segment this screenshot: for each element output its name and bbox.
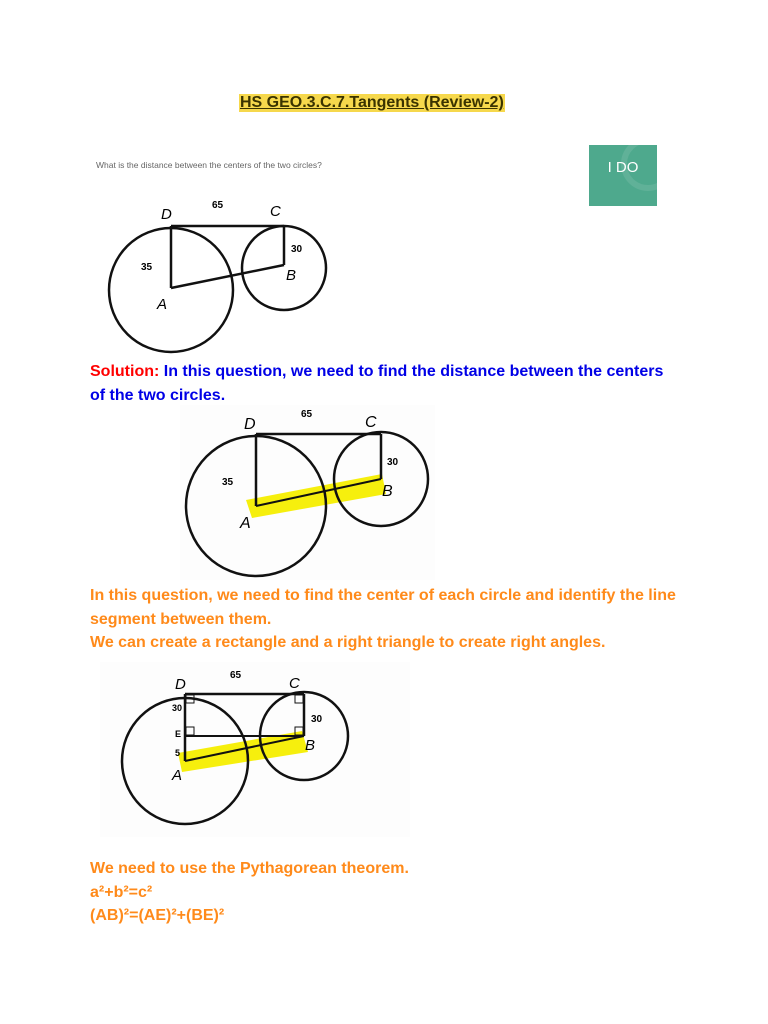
- label-a: A: [157, 296, 168, 313]
- label-e: E: [175, 729, 182, 739]
- explanation-paragraph: [90, 584, 680, 655]
- label-30-right: 30: [311, 714, 323, 725]
- label-d: D: [244, 416, 256, 433]
- figure-2-highlighted: [180, 405, 440, 580]
- label-5: 5: [175, 748, 181, 758]
- label-b: B: [382, 483, 393, 500]
- label-30: 30: [291, 244, 303, 255]
- label-b: B: [305, 737, 316, 754]
- label-d: D: [161, 206, 172, 223]
- solution-label: Solution:: [90, 363, 160, 380]
- solution-paragraph: [90, 360, 670, 407]
- explanation-line-2: We can create a rectangle and a right triangle to create right angles.: [90, 634, 606, 651]
- label-30-left: 30: [172, 703, 183, 713]
- pythagorean-formula: a²+b²=c²: [90, 883, 153, 901]
- segment-ab: [171, 265, 284, 288]
- label-d: D: [175, 676, 186, 693]
- pythagorean-application: (AB)²=(AE)²+(BE)²: [90, 907, 225, 924]
- label-c: C: [270, 203, 281, 220]
- question-text: What is the distance between the centers of the two circles?: [96, 160, 322, 170]
- label-b: B: [286, 267, 297, 284]
- figure-1-circles: [100, 190, 340, 360]
- label-c: C: [365, 414, 377, 431]
- label-a: A: [172, 767, 183, 784]
- solution-text: In this question, we need to find the distance between the centers of the two circles.: [90, 363, 664, 404]
- page-title: HS GEO.3.C.7.Tangents (Review-2): [240, 94, 504, 111]
- i-do-label: I DO: [607, 159, 639, 176]
- label-65: 65: [212, 200, 224, 211]
- pythagorean-paragraph: [90, 857, 690, 928]
- label-a: A: [240, 515, 251, 532]
- explanation-line-1: In this question, we need to find the center of each circle and identify the line segment between them.: [90, 587, 676, 628]
- figure-3-right-triangle: [100, 662, 420, 842]
- label-65: 65: [301, 409, 313, 420]
- i-do-badge: [589, 145, 657, 206]
- label-c: C: [289, 675, 300, 692]
- label-35: 35: [222, 477, 234, 488]
- label-65: 65: [230, 670, 242, 681]
- label-35: 35: [141, 262, 153, 273]
- pythagorean-intro: We need to use the Pythagorean theorem.: [90, 860, 409, 877]
- label-30: 30: [387, 457, 399, 468]
